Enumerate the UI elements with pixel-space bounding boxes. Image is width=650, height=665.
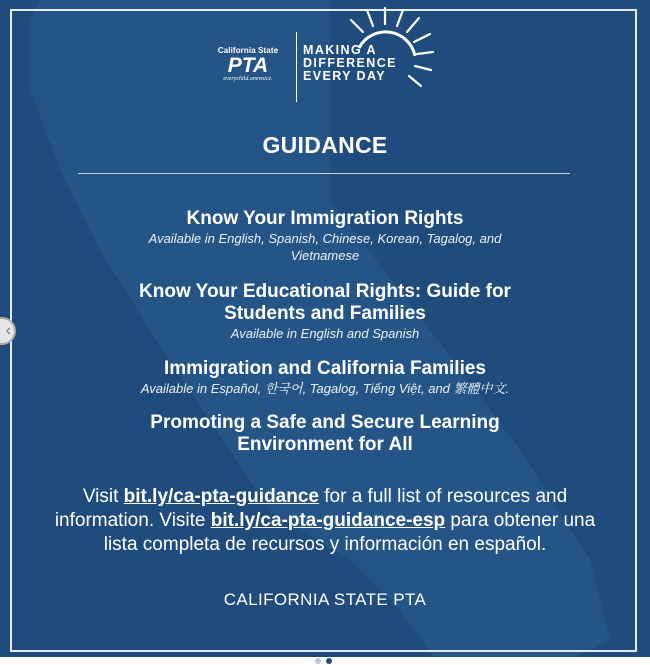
pta-org-small: California State [217,46,279,55]
resource-item [95,412,555,456]
carousel-dot[interactable] [315,658,321,664]
resource-subtitle: Available in English and Spanish [230,326,420,341]
visit-text: Visit [82,486,124,507]
visit-text: para obtener una lista completa de recursos y información en español. [103,510,596,555]
resource-subtitle: Vietnamese [290,248,360,263]
slogan-line: MAKING A [303,43,377,57]
resource-subtitle: Available in Español, 한국어, Tagalog, Tiếng Việt, and 繁體中文. [140,381,510,396]
resource-title: Immigration and California Families [163,358,486,379]
slogan-line: DIFFERENCE [303,56,397,70]
slogan-text [303,44,397,83]
page-title: GUIDANCE [262,132,388,158]
pta-tagline: everychild.onevoice. [223,76,273,82]
resource-title: Know Your Immigration Rights [186,208,464,229]
resource-title: Environment for All [237,434,413,455]
resource-title: Promoting a Safe and Secure Learning [150,412,500,433]
guidance-link[interactable]: bit.ly/ca-pta-guidance [123,486,319,507]
visit-paragraph [40,485,610,557]
resource-subtitle: Available in English, Spanish, Chinese, Korean, Tagalog, and [148,231,502,246]
resource-item [95,208,555,264]
chevron-left-icon: ‹ [5,322,11,339]
footer-org-name: CALIFORNIA STATE PTA [223,590,427,609]
resource-title: Students and Families [224,303,426,324]
title-divider [78,173,570,174]
resource-item [95,281,555,342]
guidance-link-esp[interactable]: bit.ly/ca-pta-guidance-esp [210,510,446,531]
carousel-indicator-bar [0,657,650,665]
resource-title: Know Your Educational Rights: Guide for [139,281,511,302]
carousel-dot-active[interactable] [326,658,332,664]
slogan-line: EVERY DAY [303,69,387,83]
logo-divider [296,32,297,102]
visit-text: for a full list of resources and information. Visite [54,486,568,531]
resource-item [95,358,555,397]
pta-wordmark: PTA [227,54,269,77]
pta-logo-text [206,46,290,82]
